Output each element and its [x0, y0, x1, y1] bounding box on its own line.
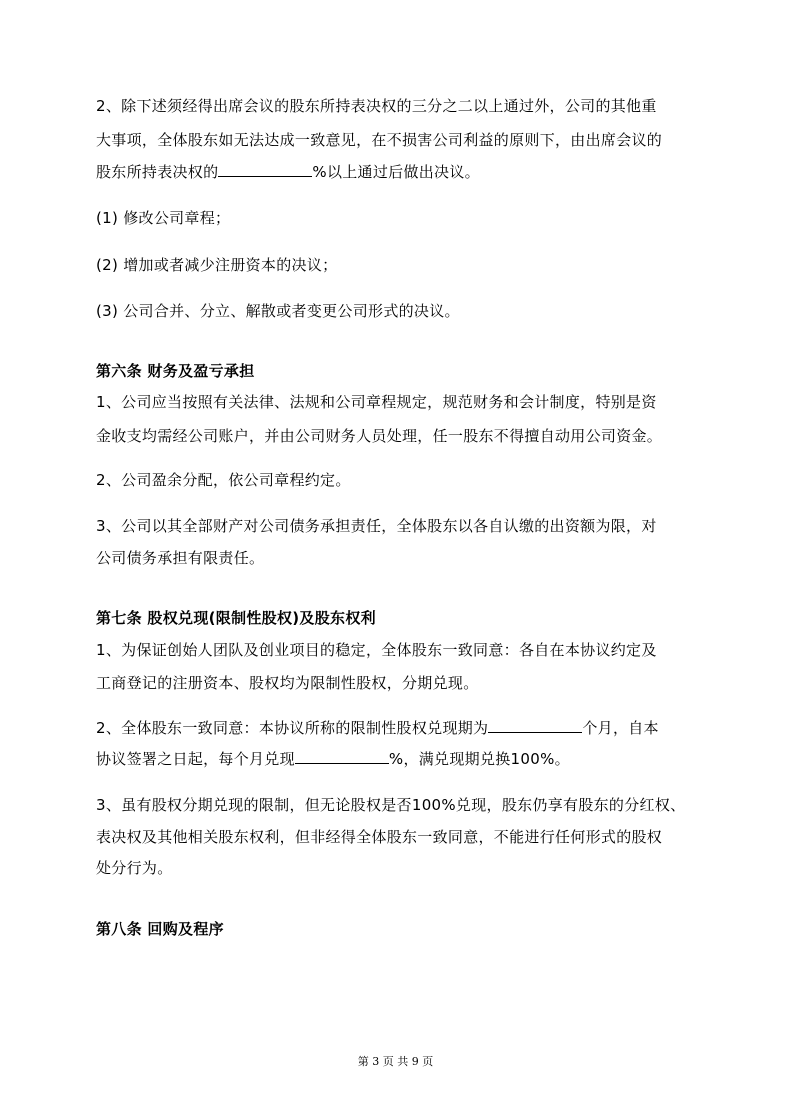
paragraph-line [96, 749, 570, 769]
paragraph-line: 金收支均需经公司账户，并由公司财务人员处理，任一股东不得擅自动用公司资金。 [96, 427, 663, 445]
text-segment: %以上通过后做出决议。 [312, 163, 480, 181]
section-heading-article-6: 第六条 财务及盈亏承担 [96, 362, 255, 380]
section-heading-article-8: 第八条 回购及程序 [96, 920, 224, 938]
list-item: (2) 增加或者减少注册资本的决议； [96, 256, 338, 274]
fill-in-blank[interactable] [295, 749, 389, 764]
list-item: (3) 公司合并、分立、解散或者变更公司形式的决议。 [96, 302, 460, 320]
paragraph-line: 3、虽有股权分期兑现的限制，但无论股权是否100%兑现，股东仍享有股东的分红权、 [96, 796, 686, 814]
paragraph-line: 1、为保证创始人团队及创业项目的稳定，全体股东一致同意：各自在本协议约定及 [96, 641, 657, 659]
paragraph-line: 1、公司应当按照有关法律、法规和公司章程规定，规范财务和会计制度，特别是资 [96, 393, 657, 411]
paragraph-line: 工商登记的注册资本、股权均为限制性股权，分期兑现。 [96, 674, 479, 692]
fill-in-blank[interactable] [488, 718, 582, 733]
paragraph-line: 处分行为。 [96, 859, 173, 877]
fill-in-blank[interactable] [218, 162, 312, 177]
text-segment: 股东所持表决权的 [96, 163, 219, 181]
section-heading-article-7: 第七条 股权兑现(限制性股权)及股东权利 [96, 609, 376, 627]
text-segment: 2、全体股东一致同意：本协议所称的限制性股权兑现期为 [96, 719, 489, 737]
list-item: (1) 修改公司章程； [96, 209, 231, 227]
paragraph-line: 2、公司盈余分配，依公司章程约定。 [96, 471, 351, 489]
paragraph-line [96, 718, 659, 738]
paragraph-line: 2、除下述须经得出席会议的股东所持表决权的三分之二以上通过外，公司的其他重 [96, 97, 657, 115]
paragraph-line: 公司债务承担有限责任。 [96, 549, 265, 567]
paragraph-line: 3、公司以其全部财产对公司债务承担责任，全体股东以各自认缴的出资额为限，对 [96, 517, 657, 535]
paragraph-line: 大事项，全体股东如无法达成一致意见，在不损害公司利益的原则下，由出席会议的 [96, 131, 663, 149]
text-segment: 个月，自本 [582, 719, 659, 737]
paragraph-line: 表决权及其他相关股东权利，但非经得全体股东一致同意，不能进行任何形式的股权 [96, 828, 663, 846]
text-segment: 协议签署之日起，每个月兑现 [96, 750, 295, 768]
page-footer: 第 3 页 共 9 页 [357, 1055, 434, 1068]
text-segment: %，满兑现期兑换100%。 [388, 750, 570, 768]
paragraph-line [96, 162, 480, 182]
